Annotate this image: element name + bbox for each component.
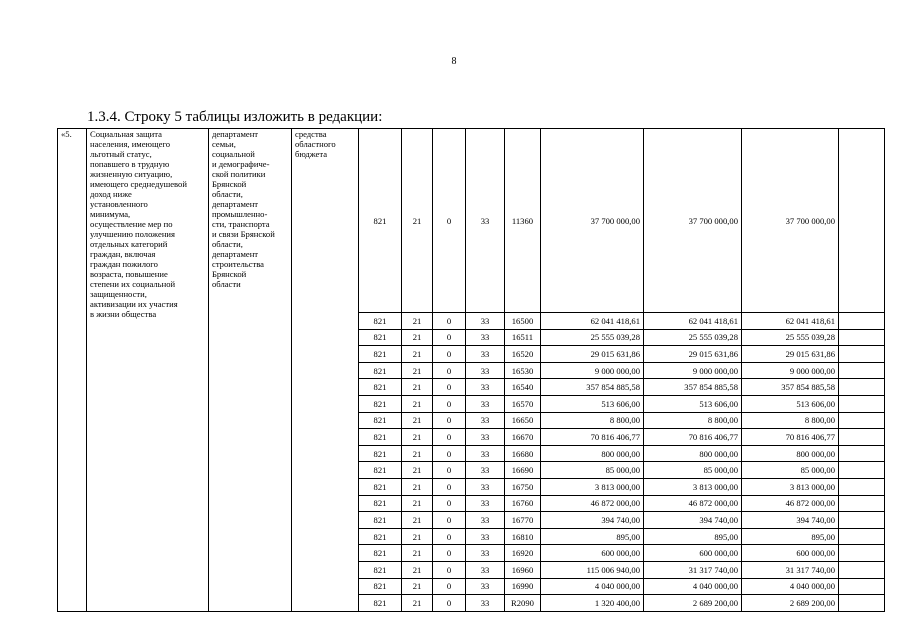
cell-amount-3: 62 041 418,61 bbox=[742, 313, 839, 330]
cell-code: 16530 bbox=[505, 362, 541, 379]
cell-pr: 0 bbox=[433, 478, 466, 495]
cell-gr: 821 bbox=[359, 313, 402, 330]
cell-empty bbox=[839, 429, 885, 446]
cell-amount-1: 9 000 000,00 bbox=[541, 362, 644, 379]
cell-rz: 21 bbox=[402, 395, 433, 412]
cell-code: 16690 bbox=[505, 462, 541, 479]
cell-pr: 0 bbox=[433, 362, 466, 379]
cell-amount-1: 85 000,00 bbox=[541, 462, 644, 479]
cell-gr: 821 bbox=[359, 379, 402, 396]
cell-cs: 33 bbox=[466, 528, 505, 545]
cell-cs: 33 bbox=[466, 429, 505, 446]
cell-rz: 21 bbox=[402, 545, 433, 562]
cell-amount-2: 600 000,00 bbox=[644, 545, 742, 562]
cell-empty bbox=[839, 578, 885, 595]
cell-rz: 21 bbox=[402, 412, 433, 429]
cell-empty bbox=[839, 362, 885, 379]
table-row bbox=[58, 129, 885, 313]
cell-amount-2: 70 816 406,77 bbox=[644, 429, 742, 446]
cell-empty bbox=[839, 313, 885, 330]
cell-gr: 821 bbox=[359, 595, 402, 612]
cell-pr: 0 bbox=[433, 429, 466, 446]
cell-pr: 0 bbox=[433, 379, 466, 396]
cell-amount-3: 895,00 bbox=[742, 528, 839, 545]
cell-amount-3: 2 689 200,00 bbox=[742, 595, 839, 612]
cell-amount-3: 29 015 631,86 bbox=[742, 346, 839, 363]
cell-amount-3: 46 872 000,00 bbox=[742, 495, 839, 512]
cell-pr: 0 bbox=[433, 495, 466, 512]
cell-amount-1: 895,00 bbox=[541, 528, 644, 545]
cell-empty bbox=[839, 545, 885, 562]
cell-cs: 33 bbox=[466, 545, 505, 562]
cell-amount-1: 4 040 000,00 bbox=[541, 578, 644, 595]
cell-rz: 21 bbox=[402, 595, 433, 612]
funding-source-cell: средства областного бюджета bbox=[292, 129, 359, 612]
cell-rz: 21 bbox=[402, 512, 433, 529]
cell-pr: 0 bbox=[433, 129, 466, 313]
cell-gr: 821 bbox=[359, 528, 402, 545]
cell-gr: 821 bbox=[359, 362, 402, 379]
cell-amount-3: 513 606,00 bbox=[742, 395, 839, 412]
cell-amount-2: 895,00 bbox=[644, 528, 742, 545]
cell-code: 16520 bbox=[505, 346, 541, 363]
cell-gr: 821 bbox=[359, 561, 402, 578]
cell-rz: 21 bbox=[402, 462, 433, 479]
cell-cs: 33 bbox=[466, 346, 505, 363]
cell-amount-3: 31 317 740,00 bbox=[742, 561, 839, 578]
cell-gr: 821 bbox=[359, 495, 402, 512]
cell-amount-2: 31 317 740,00 bbox=[644, 561, 742, 578]
cell-code: 16920 bbox=[505, 545, 541, 562]
cell-code: 16540 bbox=[505, 379, 541, 396]
cell-amount-2: 513 606,00 bbox=[644, 395, 742, 412]
cell-amount-1: 115 006 940,00 bbox=[541, 561, 644, 578]
cell-code: 16511 bbox=[505, 329, 541, 346]
cell-gr: 821 bbox=[359, 445, 402, 462]
cell-rz: 21 bbox=[402, 362, 433, 379]
cell-rz: 21 bbox=[402, 478, 433, 495]
cell-empty bbox=[839, 561, 885, 578]
cell-amount-2: 800 000,00 bbox=[644, 445, 742, 462]
cell-cs: 33 bbox=[466, 129, 505, 313]
cell-amount-1: 600 000,00 bbox=[541, 545, 644, 562]
cell-cs: 33 bbox=[466, 362, 505, 379]
cell-amount-2: 8 800,00 bbox=[644, 412, 742, 429]
cell-gr: 821 bbox=[359, 412, 402, 429]
cell-amount-2: 357 854 885,58 bbox=[644, 379, 742, 396]
cell-amount-2: 37 700 000,00 bbox=[644, 129, 742, 313]
cell-pr: 0 bbox=[433, 329, 466, 346]
cell-cs: 33 bbox=[466, 512, 505, 529]
cell-code: R2090 bbox=[505, 595, 541, 612]
cell-gr: 821 bbox=[359, 462, 402, 479]
cell-amount-1: 8 800,00 bbox=[541, 412, 644, 429]
page-number: 8 bbox=[451, 56, 457, 67]
cell-cs: 33 bbox=[466, 313, 505, 330]
cell-gr: 821 bbox=[359, 512, 402, 529]
cell-amount-1: 37 700 000,00 bbox=[541, 129, 644, 313]
cell-code: 16760 bbox=[505, 495, 541, 512]
cell-amount-3: 9 000 000,00 bbox=[742, 362, 839, 379]
cell-cs: 33 bbox=[466, 595, 505, 612]
cell-pr: 0 bbox=[433, 578, 466, 595]
cell-gr: 821 bbox=[359, 429, 402, 446]
cell-pr: 0 bbox=[433, 445, 466, 462]
cell-empty bbox=[839, 528, 885, 545]
cell-amount-2: 25 555 039,28 bbox=[644, 329, 742, 346]
cell-amount-1: 3 813 000,00 bbox=[541, 478, 644, 495]
budget-table bbox=[57, 128, 885, 612]
cell-amount-3: 70 816 406,77 bbox=[742, 429, 839, 446]
cell-code: 16680 bbox=[505, 445, 541, 462]
cell-code: 16810 bbox=[505, 528, 541, 545]
cell-code: 11360 bbox=[505, 129, 541, 313]
cell-gr: 821 bbox=[359, 129, 402, 313]
cell-amount-1: 357 854 885,58 bbox=[541, 379, 644, 396]
cell-cs: 33 bbox=[466, 379, 505, 396]
cell-empty bbox=[839, 462, 885, 479]
cell-amount-1: 62 041 418,61 bbox=[541, 313, 644, 330]
cell-amount-2: 29 015 631,86 bbox=[644, 346, 742, 363]
cell-pr: 0 bbox=[433, 545, 466, 562]
cell-amount-1: 46 872 000,00 bbox=[541, 495, 644, 512]
cell-amount-2: 3 813 000,00 bbox=[644, 478, 742, 495]
cell-amount-3: 25 555 039,28 bbox=[742, 329, 839, 346]
cell-amount-3: 600 000,00 bbox=[742, 545, 839, 562]
row-number-cell: «5. bbox=[58, 129, 87, 612]
cell-amount-3: 85 000,00 bbox=[742, 462, 839, 479]
cell-pr: 0 bbox=[433, 313, 466, 330]
cell-rz: 21 bbox=[402, 329, 433, 346]
cell-amount-3: 394 740,00 bbox=[742, 512, 839, 529]
cell-empty bbox=[839, 512, 885, 529]
cell-amount-1: 29 015 631,86 bbox=[541, 346, 644, 363]
activity-description-cell: Социальная защита населения, имеющего льготный статус, попавшего в трудную жизненную ситуацию, имеющего среднедушевой доход ниже установленного минимума, осуществление мер по улучшению положения отдельных категорий граждан, включая граждан пожилого возраста, повышение степени их социальной защищенности, активизации их участия в жизни общества bbox=[87, 129, 209, 612]
cell-pr: 0 bbox=[433, 395, 466, 412]
cell-amount-1: 513 606,00 bbox=[541, 395, 644, 412]
executor-cell: департамент семьи, социальной и демографиче- ской политики Брянской области, департамент промышленно- сти, транспорта и связи Брянской области, департамент строительства Брянской области bbox=[209, 129, 292, 612]
cell-gr: 821 bbox=[359, 346, 402, 363]
cell-amount-3: 3 813 000,00 bbox=[742, 478, 839, 495]
cell-empty bbox=[839, 329, 885, 346]
cell-gr: 821 bbox=[359, 395, 402, 412]
cell-rz: 21 bbox=[402, 528, 433, 545]
cell-amount-3: 800 000,00 bbox=[742, 445, 839, 462]
cell-amount-3: 37 700 000,00 bbox=[742, 129, 839, 313]
cell-amount-2: 85 000,00 bbox=[644, 462, 742, 479]
cell-rz: 21 bbox=[402, 578, 433, 595]
cell-code: 16770 bbox=[505, 512, 541, 529]
cell-cs: 33 bbox=[466, 445, 505, 462]
cell-amount-2: 2 689 200,00 bbox=[644, 595, 742, 612]
cell-empty bbox=[839, 478, 885, 495]
cell-amount-1: 394 740,00 bbox=[541, 512, 644, 529]
cell-rz: 21 bbox=[402, 379, 433, 396]
cell-code: 16500 bbox=[505, 313, 541, 330]
amendment-heading: 1.3.4. Строку 5 таблицы изложить в редакции: bbox=[87, 109, 383, 125]
cell-code: 16750 bbox=[505, 478, 541, 495]
cell-pr: 0 bbox=[433, 412, 466, 429]
cell-cs: 33 bbox=[466, 495, 505, 512]
cell-pr: 0 bbox=[433, 462, 466, 479]
cell-amount-3: 4 040 000,00 bbox=[742, 578, 839, 595]
cell-rz: 21 bbox=[402, 313, 433, 330]
cell-cs: 33 bbox=[466, 329, 505, 346]
cell-code: 16570 bbox=[505, 395, 541, 412]
cell-pr: 0 bbox=[433, 512, 466, 529]
cell-amount-2: 62 041 418,61 bbox=[644, 313, 742, 330]
cell-rz: 21 bbox=[402, 495, 433, 512]
cell-amount-2: 4 040 000,00 bbox=[644, 578, 742, 595]
cell-pr: 0 bbox=[433, 595, 466, 612]
cell-empty bbox=[839, 412, 885, 429]
cell-code: 16670 bbox=[505, 429, 541, 446]
cell-amount-1: 25 555 039,28 bbox=[541, 329, 644, 346]
cell-amount-3: 357 854 885,58 bbox=[742, 379, 839, 396]
cell-cs: 33 bbox=[466, 462, 505, 479]
cell-empty bbox=[839, 495, 885, 512]
cell-pr: 0 bbox=[433, 528, 466, 545]
cell-cs: 33 bbox=[466, 478, 505, 495]
cell-empty bbox=[839, 395, 885, 412]
cell-code: 16650 bbox=[505, 412, 541, 429]
cell-cs: 33 bbox=[466, 578, 505, 595]
cell-amount-2: 46 872 000,00 bbox=[644, 495, 742, 512]
cell-rz: 21 bbox=[402, 429, 433, 446]
cell-code: 16990 bbox=[505, 578, 541, 595]
cell-amount-1: 800 000,00 bbox=[541, 445, 644, 462]
cell-cs: 33 bbox=[466, 412, 505, 429]
cell-pr: 0 bbox=[433, 561, 466, 578]
cell-empty bbox=[839, 595, 885, 612]
cell-empty bbox=[839, 379, 885, 396]
cell-cs: 33 bbox=[466, 395, 505, 412]
cell-empty bbox=[839, 445, 885, 462]
cell-amount-1: 1 320 400,00 bbox=[541, 595, 644, 612]
cell-pr: 0 bbox=[433, 346, 466, 363]
cell-amount-2: 394 740,00 bbox=[644, 512, 742, 529]
cell-empty bbox=[839, 129, 885, 313]
cell-empty bbox=[839, 346, 885, 363]
cell-amount-2: 9 000 000,00 bbox=[644, 362, 742, 379]
cell-gr: 821 bbox=[359, 545, 402, 562]
cell-code: 16960 bbox=[505, 561, 541, 578]
cell-amount-1: 70 816 406,77 bbox=[541, 429, 644, 446]
cell-amount-3: 8 800,00 bbox=[742, 412, 839, 429]
cell-rz: 21 bbox=[402, 561, 433, 578]
cell-cs: 33 bbox=[466, 561, 505, 578]
cell-gr: 821 bbox=[359, 478, 402, 495]
cell-gr: 821 bbox=[359, 329, 402, 346]
cell-rz: 21 bbox=[402, 346, 433, 363]
cell-rz: 21 bbox=[402, 445, 433, 462]
cell-gr: 821 bbox=[359, 578, 402, 595]
cell-rz: 21 bbox=[402, 129, 433, 313]
